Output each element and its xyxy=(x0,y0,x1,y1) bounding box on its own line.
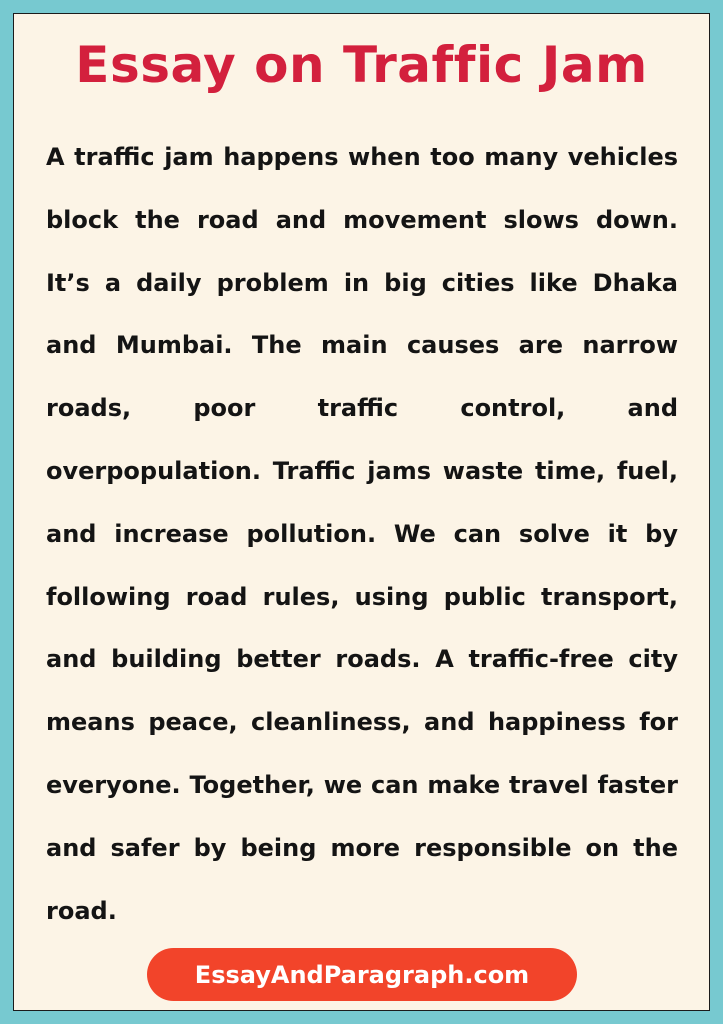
site-badge xyxy=(147,948,577,1001)
essay-card xyxy=(13,13,710,1011)
essay-title: Essay on Traffic Jam xyxy=(75,36,648,94)
essay-body: A traffic jam happens when too many vehicles block the road and movement slows down. It’s a daily problem in big cities like Dhaka and Mumbai. The main causes are narrow roads, poor traffic control, and overpopulation. Traffic jams waste time, fuel, and increase pollution. We can solve it by following road rules, using public transport, and building better roads. A traffic-free city means peace, cleanliness, and happiness for everyone. Together, we can make travel faster and safer by being more responsible on the road. xyxy=(46,143,678,925)
site-badge-label: EssayAndParagraph.com xyxy=(194,960,530,989)
